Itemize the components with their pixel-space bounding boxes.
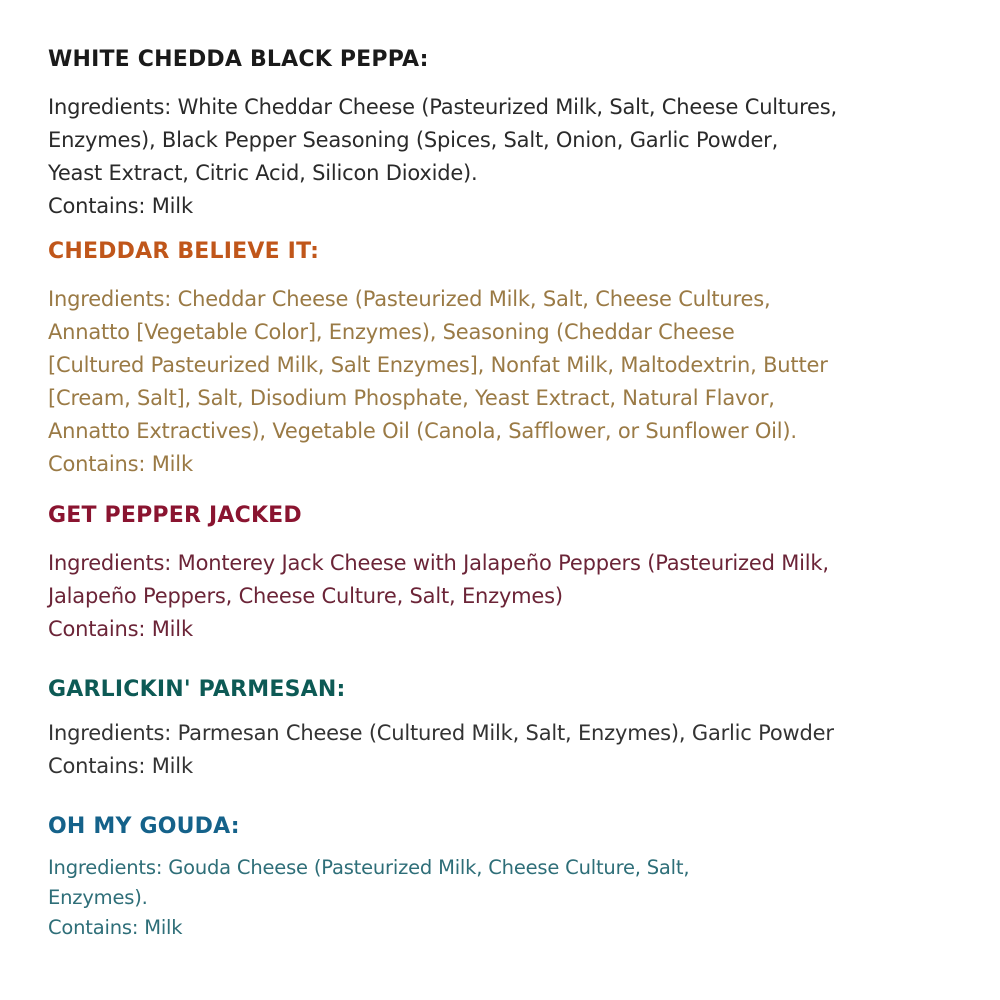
ingredients-line: Annatto Extractives), Vegetable Oil (Canola, Safflower, or Sunflower Oil).: [48, 419, 797, 443]
ingredients-line: Yeast Extract, Citric Acid, Silicon Dioxide).: [48, 161, 478, 185]
contains-line: Contains: Milk: [48, 194, 193, 218]
ingredients-page: [48, 0, 978, 1000]
ingredients-text: [48, 547, 978, 646]
ingredients-line: Jalapeño Peppers, Cheese Culture, Salt, Enzymes): [48, 584, 563, 608]
section-cheddar-believe-it: [48, 238, 978, 481]
ingredients-text: [48, 283, 978, 481]
ingredients-text: [48, 91, 978, 223]
section-title: GARLICKIN' PARMESAN:: [48, 677, 346, 702]
ingredients-line: Enzymes).: [48, 886, 148, 909]
section-title: CHEDDAR BELIEVE IT:: [48, 239, 320, 264]
contains-line: Contains: Milk: [48, 452, 193, 476]
section-title: GET PEPPER JACKED: [48, 503, 302, 528]
contains-line: Contains: Milk: [48, 916, 183, 939]
ingredients-line: Ingredients: Parmesan Cheese (Cultured Milk, Salt, Enzymes), Garlic Powder: [48, 721, 834, 745]
contains-line: Contains: Milk: [48, 617, 193, 641]
ingredients-line: [Cultured Pasteurized Milk, Salt Enzymes], Nonfat Milk, Maltodextrin, Butter: [48, 353, 828, 377]
ingredients-line: Ingredients: Monterey Jack Cheese with Jalapeño Peppers (Pasteurized Milk,: [48, 551, 829, 575]
section-oh-my-gouda: [48, 813, 978, 943]
section-title: OH MY GOUDA:: [48, 814, 240, 839]
ingredients-line: Annatto [Vegetable Color], Enzymes), Seasoning (Cheddar Cheese: [48, 320, 735, 344]
section-white-chedda-black-peppa: [48, 46, 978, 223]
ingredients-text: [48, 853, 978, 943]
contains-line: Contains: Milk: [48, 754, 193, 778]
ingredients-line: Enzymes), Black Pepper Seasoning (Spices, Salt, Onion, Garlic Powder,: [48, 128, 779, 152]
ingredients-line: Ingredients: Gouda Cheese (Pasteurized Milk, Cheese Culture, Salt,: [48, 856, 690, 879]
section-garlickin-parmesan: [48, 676, 978, 783]
section-get-pepper-jacked: [48, 502, 978, 646]
section-title: WHITE CHEDDA BLACK PEPPA:: [48, 47, 429, 72]
ingredients-line: [Cream, Salt], Salt, Disodium Phosphate, Yeast Extract, Natural Flavor,: [48, 386, 775, 410]
ingredients-line: Ingredients: Cheddar Cheese (Pasteurized Milk, Salt, Cheese Cultures,: [48, 287, 771, 311]
ingredients-line: Ingredients: White Cheddar Cheese (Pasteurized Milk, Salt, Cheese Cultures,: [48, 95, 837, 119]
ingredients-text: [48, 717, 978, 783]
